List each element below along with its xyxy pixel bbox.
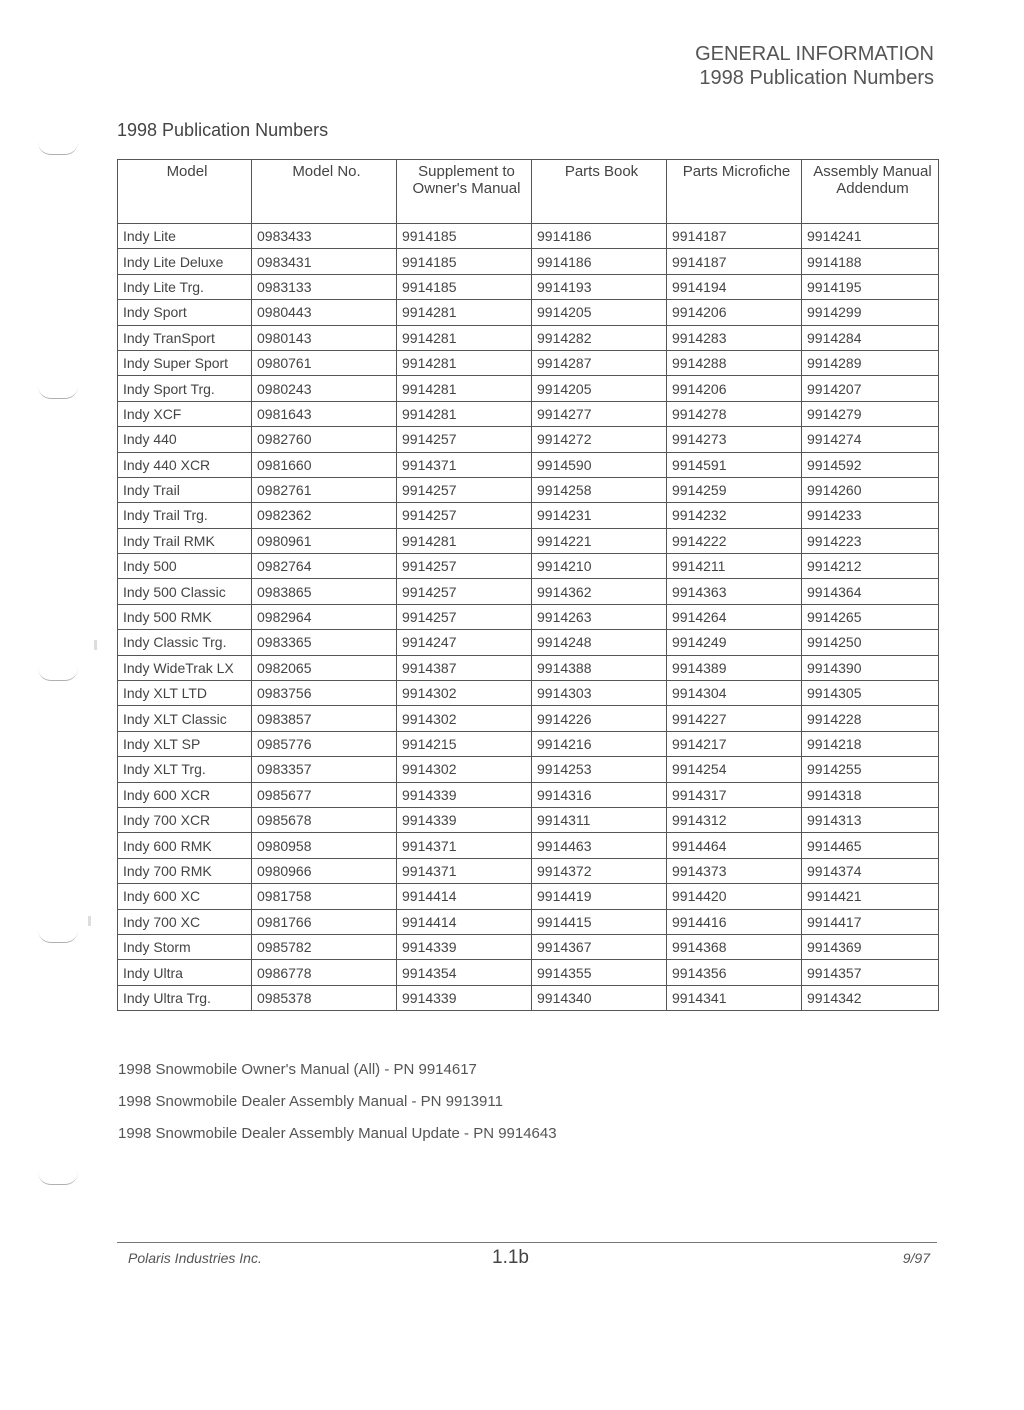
cell-parts-microfiche: 9914273: [667, 427, 802, 452]
cell-assembly-addendum: 9914592: [802, 452, 939, 477]
cell-parts-microfiche: 9914211: [667, 554, 802, 579]
cell-model: Indy XLT Trg.: [118, 757, 252, 782]
cell-model: Indy Trail: [118, 477, 252, 502]
cell-model-no: 0980143: [252, 325, 397, 350]
cell-assembly-addendum: 9914390: [802, 655, 939, 680]
cell-supplement: 9914281: [397, 300, 532, 325]
cell-parts-book: 9914205: [532, 300, 667, 325]
cell-parts-microfiche: 9914341: [667, 985, 802, 1010]
cell-parts-book: 9914272: [532, 427, 667, 452]
cell-model: Indy Lite Trg.: [118, 274, 252, 299]
cell-supplement: 9914302: [397, 757, 532, 782]
cell-model-no: 0983431: [252, 249, 397, 274]
cell-parts-microfiche: 9914317: [667, 782, 802, 807]
cell-parts-microfiche: 9914389: [667, 655, 802, 680]
table-header-row: [118, 160, 939, 224]
cell-parts-book: 9914419: [532, 884, 667, 909]
cell-assembly-addendum: 9914289: [802, 350, 939, 375]
cell-supplement: 9914371: [397, 452, 532, 477]
cell-assembly-addendum: 9914212: [802, 554, 939, 579]
cell-model-no: 0983365: [252, 630, 397, 655]
cell-model: Indy 440 XCR: [118, 452, 252, 477]
table-row: [118, 655, 939, 680]
table-row: [118, 579, 939, 604]
cell-parts-microfiche: 9914420: [667, 884, 802, 909]
cell-model: Indy Super Sport: [118, 350, 252, 375]
cell-parts-microfiche: 9914187: [667, 249, 802, 274]
cell-parts-book: 9914258: [532, 477, 667, 502]
column-header-model: Model: [118, 160, 252, 224]
cell-assembly-addendum: 9914265: [802, 604, 939, 629]
cell-parts-book: 9914316: [532, 782, 667, 807]
table-row: [118, 274, 939, 299]
cell-parts-book: 9914282: [532, 325, 667, 350]
cell-parts-microfiche: 9914312: [667, 807, 802, 832]
cell-supplement: 9914257: [397, 554, 532, 579]
cell-supplement: 9914387: [397, 655, 532, 680]
cell-assembly-addendum: 9914421: [802, 884, 939, 909]
cell-assembly-addendum: 9914233: [802, 503, 939, 528]
column-header-parts-microfiche: Parts Microfiche: [667, 160, 802, 224]
cell-model: Indy XLT LTD: [118, 681, 252, 706]
cell-parts-microfiche: 9914356: [667, 960, 802, 985]
cell-parts-book: 9914287: [532, 350, 667, 375]
cell-supplement: 9914414: [397, 884, 532, 909]
cell-assembly-addendum: 9914305: [802, 681, 939, 706]
cell-model: Indy 440: [118, 427, 252, 452]
cell-parts-microfiche: 9914363: [667, 579, 802, 604]
table-body: [118, 224, 939, 1011]
cell-supplement: 9914302: [397, 681, 532, 706]
header-subtitle: 1998 Publication Numbers: [699, 67, 934, 89]
footer-company: Polaris Industries Inc.: [128, 1250, 262, 1266]
cell-parts-book: 9914186: [532, 224, 667, 249]
cell-model-no: 0983433: [252, 224, 397, 249]
cell-model: Indy TranSport: [118, 325, 252, 350]
table-row: [118, 782, 939, 807]
scan-speck: [94, 640, 97, 650]
cell-assembly-addendum: 9914417: [802, 909, 939, 934]
footer-divider: [117, 1242, 937, 1243]
cell-parts-microfiche: 9914194: [667, 274, 802, 299]
table-row: [118, 985, 939, 1010]
table-row: [118, 300, 939, 325]
footer-date: 9/97: [902, 1250, 930, 1266]
cell-model-no: 0985678: [252, 807, 397, 832]
cell-model: Indy 600 XC: [118, 884, 252, 909]
cell-assembly-addendum: 9914318: [802, 782, 939, 807]
table-row: [118, 452, 939, 477]
cell-model: Indy Ultra: [118, 960, 252, 985]
cell-model: Indy Classic Trg.: [118, 630, 252, 655]
column-header-parts-book: Parts Book: [532, 160, 667, 224]
cell-model-no: 0982761: [252, 477, 397, 502]
cell-supplement: 9914257: [397, 477, 532, 502]
cell-assembly-addendum: 9914369: [802, 934, 939, 959]
notes-list: [118, 1060, 557, 1156]
cell-parts-book: 9914231: [532, 503, 667, 528]
cell-model-no: 0981766: [252, 909, 397, 934]
cell-model: Indy XCF: [118, 401, 252, 426]
cell-model-no: 0980958: [252, 833, 397, 858]
table-row: [118, 224, 939, 249]
cell-assembly-addendum: 9914274: [802, 427, 939, 452]
cell-parts-book: 9914340: [532, 985, 667, 1010]
binder-hole-mark: [38, 142, 78, 155]
cell-assembly-addendum: 9914188: [802, 249, 939, 274]
column-header-model-no: Model No.: [252, 160, 397, 224]
cell-assembly-addendum: 9914313: [802, 807, 939, 832]
cell-parts-microfiche: 9914368: [667, 934, 802, 959]
cell-supplement: 9914185: [397, 249, 532, 274]
cell-model-no: 0980761: [252, 350, 397, 375]
cell-supplement: 9914257: [397, 427, 532, 452]
cell-model-no: 0983857: [252, 706, 397, 731]
cell-assembly-addendum: 9914279: [802, 401, 939, 426]
table-row: [118, 427, 939, 452]
cell-parts-microfiche: 9914304: [667, 681, 802, 706]
table-row: [118, 401, 939, 426]
page-header: [695, 42, 934, 90]
table-row: [118, 706, 939, 731]
cell-model-no: 0985776: [252, 731, 397, 756]
cell-parts-microfiche: 9914416: [667, 909, 802, 934]
cell-parts-microfiche: 9914254: [667, 757, 802, 782]
cell-model-no: 0985378: [252, 985, 397, 1010]
cell-supplement: 9914281: [397, 325, 532, 350]
table-row: [118, 960, 939, 985]
cell-supplement: 9914339: [397, 782, 532, 807]
cell-parts-book: 9914253: [532, 757, 667, 782]
cell-model: Indy Trail RMK: [118, 528, 252, 553]
table-row: [118, 325, 939, 350]
cell-model: Indy 700 XCR: [118, 807, 252, 832]
cell-parts-book: 9914226: [532, 706, 667, 731]
cell-parts-microfiche: 9914591: [667, 452, 802, 477]
cell-supplement: 9914371: [397, 858, 532, 883]
table-row: [118, 858, 939, 883]
cell-parts-book: 9914303: [532, 681, 667, 706]
cell-parts-microfiche: 9914259: [667, 477, 802, 502]
cell-supplement: 9914185: [397, 224, 532, 249]
cell-assembly-addendum: 9914223: [802, 528, 939, 553]
table-row: [118, 249, 939, 274]
cell-assembly-addendum: 9914218: [802, 731, 939, 756]
cell-parts-book: 9914590: [532, 452, 667, 477]
cell-model: Indy 700 RMK: [118, 858, 252, 883]
cell-parts-microfiche: 9914264: [667, 604, 802, 629]
cell-model: Indy 500 Classic: [118, 579, 252, 604]
binder-hole-mark: [38, 1172, 78, 1185]
cell-supplement: 9914257: [397, 604, 532, 629]
cell-model-no: 0983756: [252, 681, 397, 706]
cell-supplement: 9914339: [397, 934, 532, 959]
binder-hole-mark: [38, 668, 78, 681]
cell-assembly-addendum: 9914374: [802, 858, 939, 883]
table-row: [118, 350, 939, 375]
cell-parts-microfiche: 9914222: [667, 528, 802, 553]
cell-model: Indy WideTrak LX: [118, 655, 252, 680]
column-header-supplement: Supplement to Owner's Manual: [397, 160, 532, 224]
cell-model: Indy Trail Trg.: [118, 503, 252, 528]
header-section-title: GENERAL INFORMATION: [695, 43, 934, 65]
cell-assembly-addendum: 9914260: [802, 477, 939, 502]
cell-parts-book: 9914311: [532, 807, 667, 832]
cell-supplement: 9914281: [397, 528, 532, 553]
cell-model-no: 0985782: [252, 934, 397, 959]
cell-parts-book: 9914193: [532, 274, 667, 299]
cell-assembly-addendum: 9914357: [802, 960, 939, 985]
table-row: [118, 833, 939, 858]
cell-supplement: 9914339: [397, 985, 532, 1010]
cell-supplement: 9914257: [397, 579, 532, 604]
cell-supplement: 9914215: [397, 731, 532, 756]
cell-assembly-addendum: 9914364: [802, 579, 939, 604]
cell-parts-book: 9914372: [532, 858, 667, 883]
binder-hole-mark: [38, 386, 78, 399]
cell-assembly-addendum: 9914342: [802, 985, 939, 1010]
cell-model: Indy Lite: [118, 224, 252, 249]
cell-assembly-addendum: 9914299: [802, 300, 939, 325]
cell-model: Indy Lite Deluxe: [118, 249, 252, 274]
note-owners-manual: 1998 Snowmobile Owner's Manual (All) - PN 9914617: [118, 1061, 477, 1078]
cell-parts-book: 9914355: [532, 960, 667, 985]
cell-parts-book: 9914263: [532, 604, 667, 629]
cell-model: Indy 600 RMK: [118, 833, 252, 858]
note-assembly-manual: 1998 Snowmobile Dealer Assembly Manual - PN 9913911: [118, 1093, 503, 1110]
cell-assembly-addendum: 9914250: [802, 630, 939, 655]
cell-supplement: 9914354: [397, 960, 532, 985]
cell-parts-book: 9914277: [532, 401, 667, 426]
cell-supplement: 9914414: [397, 909, 532, 934]
cell-parts-microfiche: 9914464: [667, 833, 802, 858]
cell-parts-book: 9914463: [532, 833, 667, 858]
cell-model: Indy 600 XCR: [118, 782, 252, 807]
cell-assembly-addendum: 9914195: [802, 274, 939, 299]
cell-assembly-addendum: 9914284: [802, 325, 939, 350]
cell-parts-microfiche: 9914278: [667, 401, 802, 426]
table-row: [118, 477, 939, 502]
cell-assembly-addendum: 9914465: [802, 833, 939, 858]
cell-supplement: 9914339: [397, 807, 532, 832]
cell-model-no: 0982760: [252, 427, 397, 452]
cell-supplement: 9914247: [397, 630, 532, 655]
table-row: [118, 630, 939, 655]
cell-model: Indy Ultra Trg.: [118, 985, 252, 1010]
cell-parts-book: 9914221: [532, 528, 667, 553]
table-row: [118, 376, 939, 401]
cell-model: Indy Storm: [118, 934, 252, 959]
cell-model-no: 0982362: [252, 503, 397, 528]
cell-parts-microfiche: 9914288: [667, 350, 802, 375]
cell-model-no: 0985677: [252, 782, 397, 807]
cell-parts-microfiche: 9914206: [667, 300, 802, 325]
cell-model-no: 0980243: [252, 376, 397, 401]
cell-parts-book: 9914205: [532, 376, 667, 401]
cell-model: Indy 500 RMK: [118, 604, 252, 629]
cell-model: Indy Sport Trg.: [118, 376, 252, 401]
cell-parts-book: 9914415: [532, 909, 667, 934]
cell-supplement: 9914371: [397, 833, 532, 858]
cell-assembly-addendum: 9914241: [802, 224, 939, 249]
cell-assembly-addendum: 9914255: [802, 757, 939, 782]
cell-model-no: 0983865: [252, 579, 397, 604]
table-row: [118, 528, 939, 553]
cell-model-no: 0980966: [252, 858, 397, 883]
cell-model-no: 0983133: [252, 274, 397, 299]
cell-model: Indy XLT SP: [118, 731, 252, 756]
cell-parts-book: 9914362: [532, 579, 667, 604]
scan-speck: [88, 916, 91, 926]
footer-page-number: 1.1b: [492, 1247, 529, 1268]
cell-model: Indy Sport: [118, 300, 252, 325]
cell-assembly-addendum: 9914228: [802, 706, 939, 731]
cell-parts-microfiche: 9914373: [667, 858, 802, 883]
cell-parts-book: 9914216: [532, 731, 667, 756]
cell-parts-microfiche: 9914249: [667, 630, 802, 655]
table-row: [118, 503, 939, 528]
cell-model-no: 0982764: [252, 554, 397, 579]
note-assembly-manual-update: 1998 Snowmobile Dealer Assembly Manual Update - PN 9914643: [118, 1125, 557, 1142]
cell-model-no: 0981660: [252, 452, 397, 477]
cell-parts-book: 9914388: [532, 655, 667, 680]
cell-model-no: 0981643: [252, 401, 397, 426]
table-row: [118, 884, 939, 909]
section-title: 1998 Publication Numbers: [117, 120, 329, 140]
publication-table: [117, 159, 939, 1011]
cell-model-no: 0980961: [252, 528, 397, 553]
cell-parts-microfiche: 9914217: [667, 731, 802, 756]
cell-model-no: 0983357: [252, 757, 397, 782]
cell-supplement: 9914281: [397, 401, 532, 426]
cell-parts-microfiche: 9914187: [667, 224, 802, 249]
cell-model-no: 0982065: [252, 655, 397, 680]
cell-supplement: 9914281: [397, 376, 532, 401]
table-row: [118, 909, 939, 934]
cell-model-no: 0980443: [252, 300, 397, 325]
cell-supplement: 9914257: [397, 503, 532, 528]
table-row: [118, 757, 939, 782]
cell-supplement: 9914281: [397, 350, 532, 375]
cell-supplement: 9914302: [397, 706, 532, 731]
cell-model: Indy 500: [118, 554, 252, 579]
cell-parts-book: 9914210: [532, 554, 667, 579]
column-header-assembly-addendum: Assembly Manual Addendum: [802, 160, 939, 224]
cell-model-no: 0981758: [252, 884, 397, 909]
cell-model-no: 0982964: [252, 604, 397, 629]
cell-parts-microfiche: 9914232: [667, 503, 802, 528]
cell-parts-book: 9914186: [532, 249, 667, 274]
cell-parts-microfiche: 9914283: [667, 325, 802, 350]
table-row: [118, 554, 939, 579]
table-row: [118, 807, 939, 832]
cell-parts-book: 9914248: [532, 630, 667, 655]
cell-assembly-addendum: 9914207: [802, 376, 939, 401]
cell-supplement: 9914185: [397, 274, 532, 299]
table-row: [118, 934, 939, 959]
table-row: [118, 604, 939, 629]
binder-hole-mark: [38, 930, 78, 943]
table-row: [118, 731, 939, 756]
cell-model-no: 0986778: [252, 960, 397, 985]
cell-parts-microfiche: 9914227: [667, 706, 802, 731]
cell-model: Indy 700 XC: [118, 909, 252, 934]
cell-parts-book: 9914367: [532, 934, 667, 959]
cell-model: Indy XLT Classic: [118, 706, 252, 731]
cell-parts-microfiche: 9914206: [667, 376, 802, 401]
table-row: [118, 681, 939, 706]
